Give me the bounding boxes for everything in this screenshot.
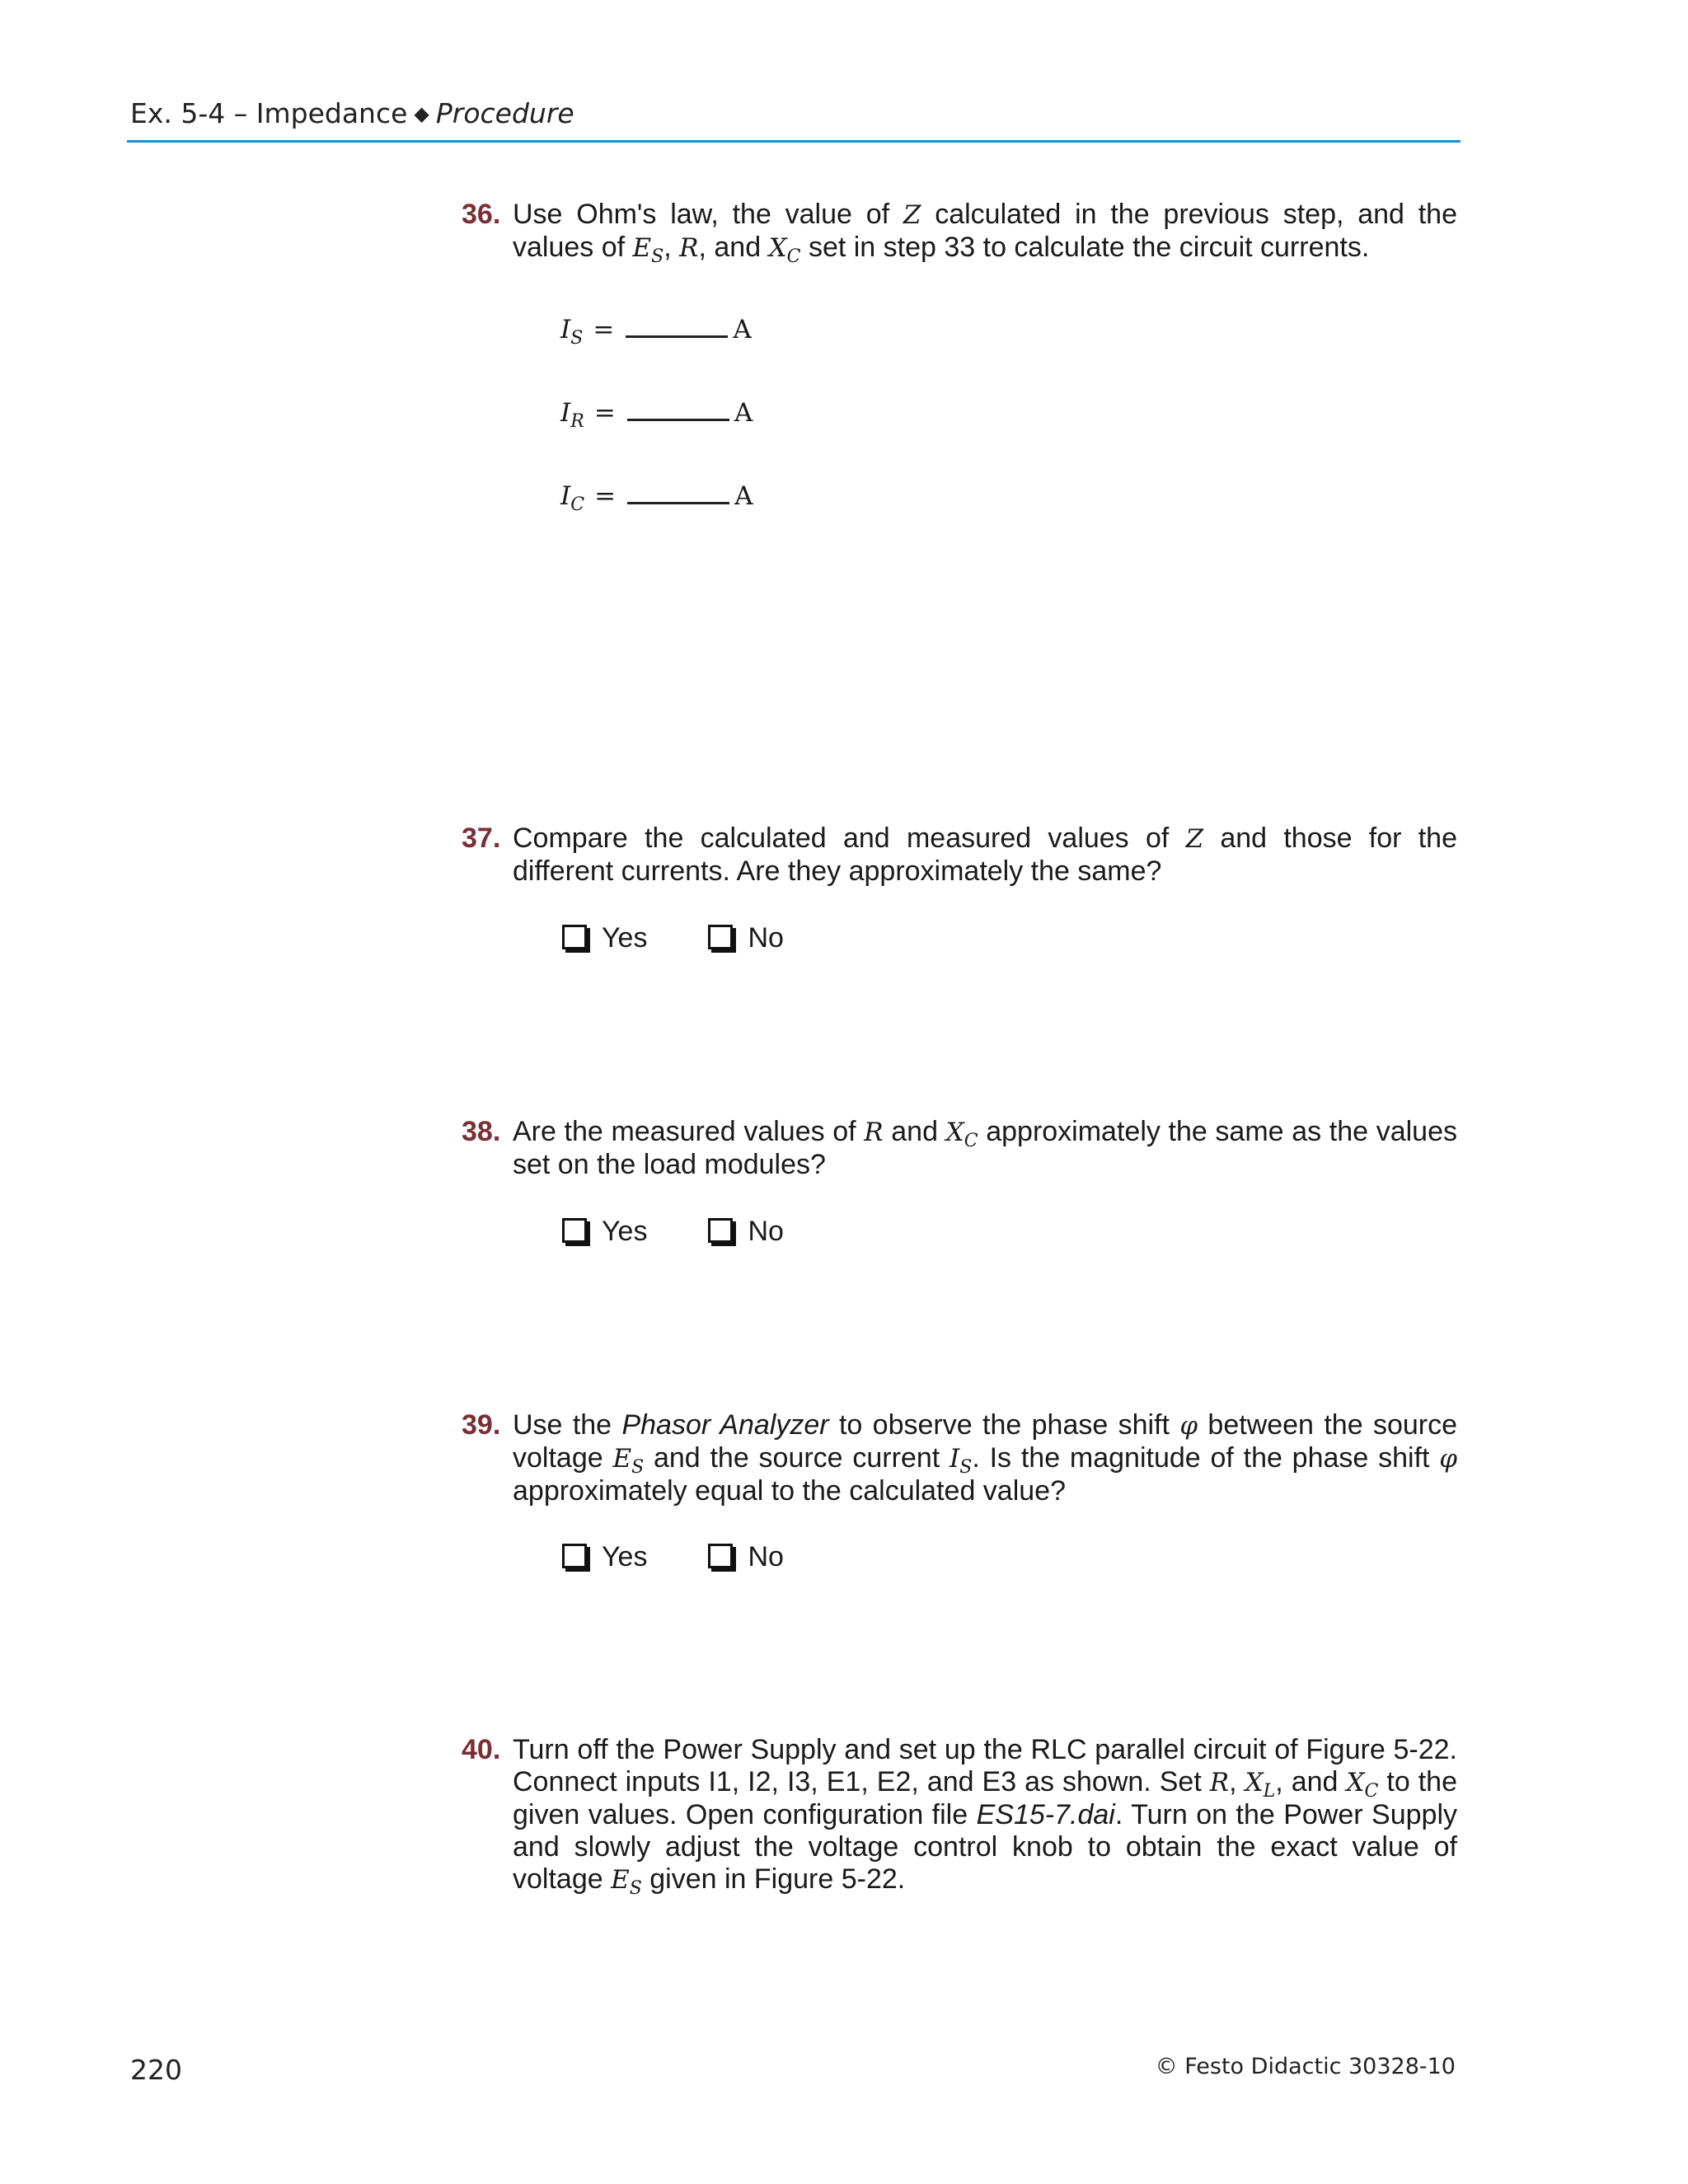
text-run: ,: [663, 232, 680, 263]
yes-checkbox[interactable]: [562, 1216, 647, 1248]
math-var: R: [679, 233, 699, 263]
text-run: Use Ohm's law, the value of: [513, 199, 903, 230]
yes-checkbox[interactable]: [562, 922, 647, 954]
checkbox-icon: [708, 925, 733, 949]
math-var: $I_C$: [560, 481, 585, 516]
checkbox-icon: [708, 1544, 733, 1568]
math-var: $I_S$: [560, 315, 584, 349]
answer-ir: [560, 398, 753, 433]
answer-is: [560, 315, 752, 349]
text-run: . Turn on the Power Supply and slowly adjust the voltage control knob to obtain the exact value of voltage: [513, 1799, 1458, 1895]
config-filename: ES15-7.dai: [976, 1799, 1115, 1830]
text-run: between the source voltage: [513, 1409, 1458, 1474]
step-number: 39.: [462, 1409, 501, 1441]
checkbox-label: No: [748, 1216, 784, 1247]
answer-blank[interactable]: [627, 401, 729, 421]
text-run: . Is the magnitude of the phase shift: [972, 1442, 1440, 1474]
text-run: approximately equal to the calculated value?: [513, 1475, 1066, 1507]
unit-label: A: [734, 398, 753, 428]
yes-checkbox[interactable]: [562, 1541, 647, 1573]
header-rule: [127, 140, 1461, 143]
answer-blank[interactable]: [626, 317, 728, 338]
no-checkbox[interactable]: [708, 1541, 783, 1573]
step-38: [462, 1116, 1457, 1181]
unit-label: A: [734, 481, 753, 511]
equals-sign: =: [594, 481, 617, 511]
step-40: [462, 1734, 1458, 1900]
equals-sign: =: [593, 315, 615, 344]
step-number: 36.: [462, 199, 501, 230]
text-run: ,: [1229, 1766, 1245, 1797]
running-header: [130, 97, 574, 129]
text-run: and the source current: [644, 1442, 950, 1474]
answer-blank[interactable]: [627, 484, 729, 504]
math-var: φ: [1439, 1444, 1457, 1474]
software-name: Phasor Analyzer: [621, 1409, 829, 1441]
checkbox-icon: [708, 1218, 733, 1243]
text-run: Compare the calculated and measured values of: [513, 823, 1186, 854]
math-var: $I_R$: [560, 398, 584, 433]
equals-sign: =: [593, 398, 616, 428]
step-number: 38.: [462, 1116, 501, 1147]
checkbox-label: Yes: [602, 1541, 648, 1572]
no-checkbox[interactable]: [708, 1216, 783, 1248]
checkbox-icon: [562, 925, 587, 949]
math-var: $X_L$: [1245, 1768, 1276, 1802]
step-text: [513, 1116, 1457, 1181]
math-var: $E_S$: [632, 233, 664, 268]
no-checkbox[interactable]: [708, 922, 783, 954]
step-text: [513, 1734, 1458, 1900]
step-text: [513, 1409, 1457, 1507]
math-var: $E_S$: [611, 1865, 642, 1900]
math-var: $I_S$: [950, 1444, 973, 1479]
math-var: $X_C$: [945, 1118, 978, 1152]
text-run: to observe the phase shift: [828, 1409, 1180, 1441]
step-39: [462, 1409, 1457, 1507]
text-run: to the given values. Open configuration file: [513, 1766, 1457, 1830]
checkbox-icon: [562, 1218, 587, 1243]
math-var: $E_S$: [612, 1444, 645, 1479]
yes-no-37: [562, 922, 784, 954]
checkbox-label: Yes: [602, 1216, 648, 1247]
yes-no-38: [562, 1216, 784, 1248]
math-var: φ: [1179, 1411, 1198, 1441]
unit-label: A: [733, 315, 752, 344]
text-run: and: [883, 1116, 946, 1147]
checkbox-label: Yes: [602, 922, 648, 954]
math-var: Z: [1185, 824, 1204, 854]
text-run: , and: [1275, 1766, 1347, 1797]
math-var: Z: [903, 200, 921, 230]
answer-ic: [560, 481, 753, 516]
math-var: R: [864, 1118, 884, 1147]
yes-no-39: [562, 1541, 784, 1573]
step-text: [513, 199, 1457, 268]
text-run: Are the measured values of: [513, 1116, 865, 1147]
step-number: 37.: [462, 823, 501, 854]
header-section: Procedure: [435, 97, 574, 129]
step-number: 40.: [462, 1734, 501, 1765]
step-text: [513, 823, 1457, 888]
step-37: [462, 823, 1457, 888]
text-run: and those for the different currents. Are they approximately the same?: [513, 823, 1457, 887]
step-36: [462, 199, 1457, 268]
text-run: Use the: [513, 1409, 622, 1441]
math-var: $X_C$: [768, 233, 801, 268]
diamond-separator-icon: ◆: [414, 102, 429, 125]
text-run: calculated in the previous step, and the values of: [513, 199, 1457, 263]
text-run: , and: [698, 232, 769, 263]
copyright-notice: © Festo Didactic 30328-10: [1155, 2054, 1456, 2079]
checkbox-icon: [562, 1544, 587, 1568]
math-var: R: [1209, 1768, 1230, 1797]
checkbox-label: No: [748, 1541, 784, 1572]
header-exercise: Ex. 5-4 – Impedance: [130, 97, 408, 129]
text-run: given in Figure 5-22.: [641, 1863, 906, 1895]
checkbox-label: No: [748, 922, 784, 954]
text-run: approximately the same as the values set on the load modules?: [513, 1116, 1457, 1180]
page-number: 220: [130, 2054, 182, 2086]
text-run: set in step 33 to calculate the circuit currents.: [800, 232, 1370, 263]
text-run: Turn off the Power Supply and set up the RLC parallel circuit of Figure 5-22. Connect inputs I1, I2, I3, E1, E2, and E3 as shown. Set: [513, 1734, 1457, 1797]
math-var: $X_C$: [1346, 1768, 1379, 1802]
